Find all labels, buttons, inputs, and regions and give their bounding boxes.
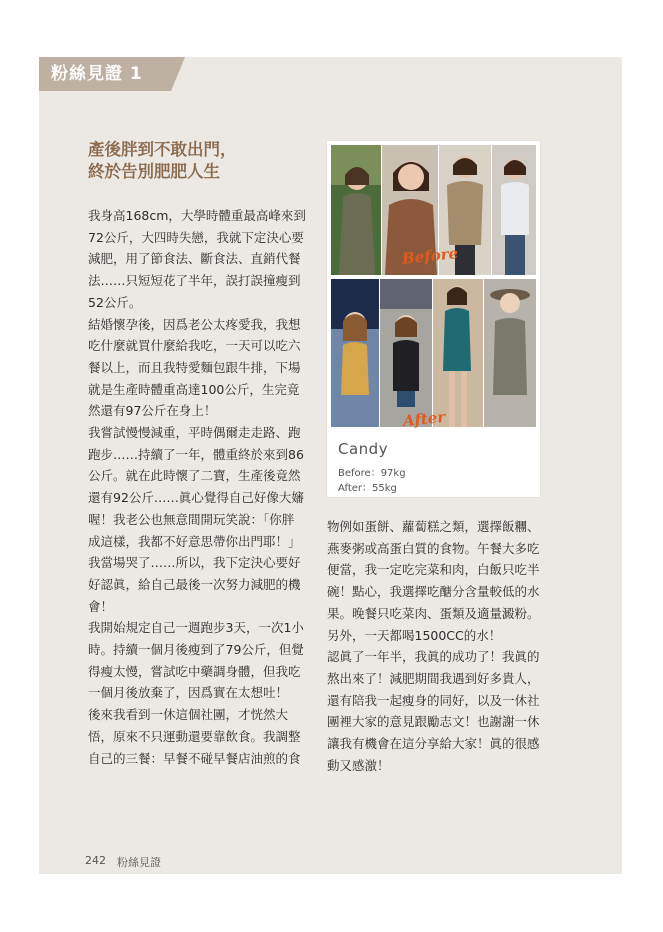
text-line: 喔！我老公也無意間開玩笑說：「你胖 bbox=[88, 511, 295, 527]
text-line: 得瘦太慢，嘗試吃中藥調身體，但我吃 bbox=[88, 663, 301, 679]
text-line: 好認眞，給自己最後一次努力減肥的機 bbox=[88, 576, 301, 592]
text-line: 就是生產時體重高達100公斤，生完竟 bbox=[88, 381, 300, 397]
section-tab: 粉絲見證 1 bbox=[39, 57, 171, 91]
after-photo-1 bbox=[331, 279, 379, 427]
text-line: 讓我有機會在這分享給大家！眞的很感 bbox=[327, 736, 540, 752]
text-line: 團裡大家的意見跟勵志文！也謝謝一休 bbox=[327, 714, 540, 730]
left-text-column bbox=[88, 205, 306, 769]
text-line: 我開始規定自己一週跑步3天，一次1小 bbox=[88, 620, 304, 636]
text-line: 還有陪我一起瘦身的同好，以及一休社 bbox=[327, 692, 540, 708]
text-line: 果。晚餐只吃菜肉、蛋類及適量澱粉。 bbox=[327, 605, 540, 621]
text-line: 我嘗試慢慢減重，平時偶爾走走路、跑 bbox=[88, 425, 301, 441]
text-line: 會！ bbox=[88, 598, 114, 614]
text-line: 一個月後放棄了，因爲實在太想吐！ bbox=[88, 685, 289, 701]
text-line: 還有92公斤……眞心覺得自己好像大嬸 bbox=[88, 490, 304, 506]
text-line: 物例如蛋餅、蘿蔔糕之類，選擇飯糰、 bbox=[327, 519, 540, 534]
text-line: 另外，一天都喝1500CC的水！ bbox=[327, 627, 502, 643]
headline-line-1: 產後胖到不敢出門， bbox=[88, 140, 237, 159]
before-label: Before bbox=[401, 244, 459, 268]
text-line: 然還有97公斤在身上！ bbox=[88, 403, 217, 419]
section-tab-notch bbox=[171, 57, 185, 91]
text-line: 悟，原來不只運動還要靠飲食。我調整 bbox=[88, 728, 301, 744]
text-line: 燕麥粥或高蛋白質的食物。午餐大多吃 bbox=[327, 540, 540, 556]
text-line: 我當場哭了……所以，我下定決心要好 bbox=[88, 555, 301, 571]
text-line: 自己的三餐：早餐不碰早餐店油煎的食 bbox=[88, 750, 301, 766]
text-line: 熬出來了！減肥期間我遇到好多貴人， bbox=[327, 670, 540, 686]
text-line: 減肥，用了節食法、斷食法、直銷代餐 bbox=[88, 251, 301, 267]
text-line: 成這樣，我都不好意思帶你出門耶！」 bbox=[88, 533, 301, 549]
after-photo-2 bbox=[380, 279, 432, 427]
text-line: 動又感激！ bbox=[327, 757, 390, 773]
after-photo-4 bbox=[484, 279, 536, 427]
text-line: 後來我看到一休這個社團，才恍然大 bbox=[88, 707, 289, 723]
text-line: 法……只短短花了半年，誤打誤撞瘦到 bbox=[88, 273, 301, 289]
before-photo-1 bbox=[331, 145, 381, 275]
headline-line-2: 終於告別肥肥人生 bbox=[88, 162, 220, 181]
text-line: 我身高168cm，大學時體重最高峰來到 bbox=[88, 208, 306, 223]
text-line: 跑步……持續了一年，體重終於來到86 bbox=[88, 446, 304, 462]
after-photo-3 bbox=[433, 279, 483, 427]
footer-section: 粉絲見證 bbox=[117, 856, 161, 869]
before-weight: Before：97kg bbox=[338, 468, 406, 479]
text-line: 吃什麼就買什麼給我吃，一天可以吃六 bbox=[88, 338, 301, 354]
text-line: 便當，我一定吃完菜和肉，白飯只吃半 bbox=[327, 562, 540, 578]
before-after-photo-grid bbox=[331, 145, 536, 427]
text-line: 時。持續一個月後瘦到了79公斤，但覺 bbox=[88, 642, 304, 658]
text-line: 認眞了一年半，我眞的成功了！我眞的 bbox=[327, 649, 540, 665]
before-photo-4 bbox=[492, 145, 536, 275]
text-line: 碗！點心，我選擇吃醣分含量較低的水 bbox=[327, 584, 540, 600]
text-line: 公斤。就在此時懷了二寶，生產後竟然 bbox=[88, 468, 301, 484]
text-line: 結婚懷孕後，因爲老公太疼愛我，我想 bbox=[88, 316, 301, 332]
after-label: After bbox=[402, 407, 447, 431]
right-text-column bbox=[327, 516, 572, 776]
text-line: 72公斤，大四時失戀，我就下定決心要 bbox=[88, 229, 304, 245]
testimonial-name: Candy bbox=[338, 440, 389, 458]
page-number: 242 bbox=[85, 854, 106, 867]
article-headline bbox=[88, 139, 308, 183]
after-weight: After：55kg bbox=[338, 483, 397, 494]
text-line: 餐以上，而且我特愛麵包跟牛排，下場 bbox=[88, 359, 301, 375]
text-line: 52公斤。 bbox=[88, 294, 142, 310]
